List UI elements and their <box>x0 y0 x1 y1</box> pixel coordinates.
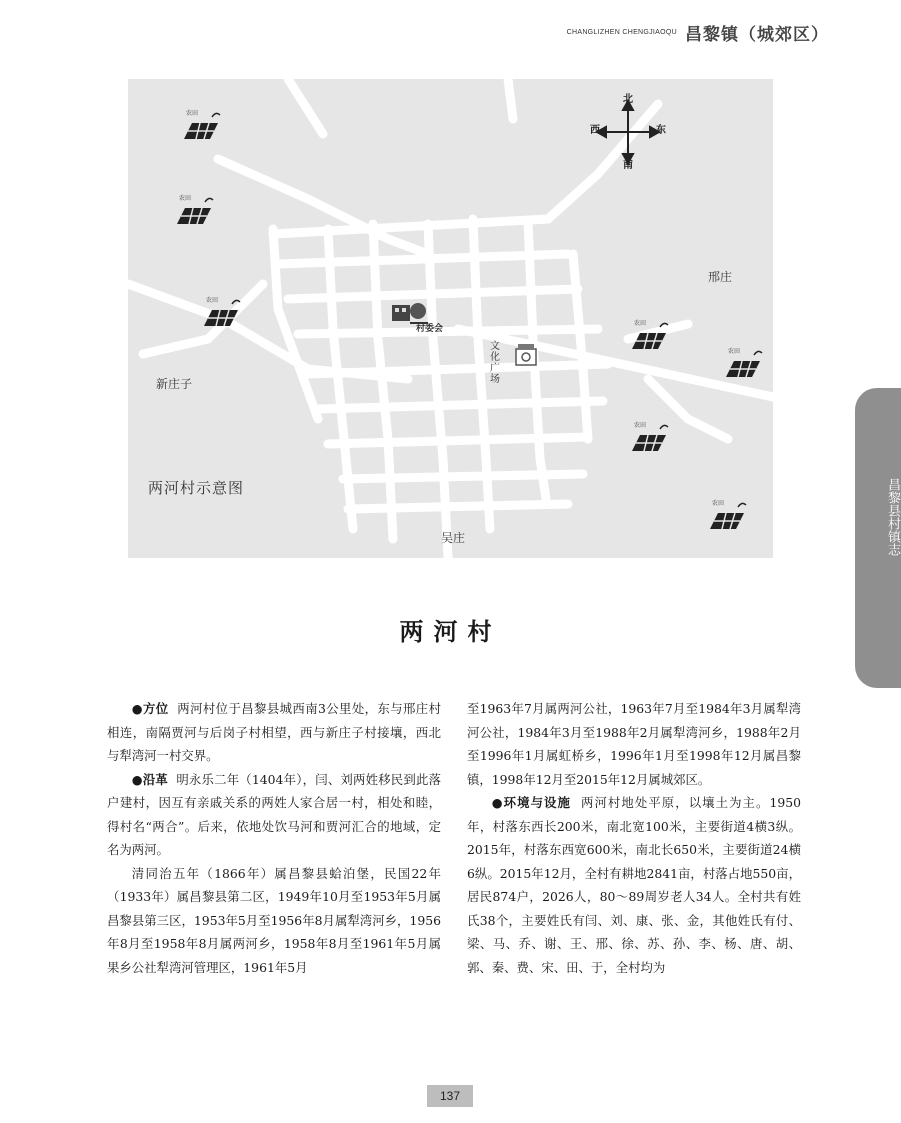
running-header <box>567 20 829 45</box>
culture-square-icon <box>514 343 538 367</box>
paragraph-text: 清同治五年（1866年）属昌黎县蛤泊堡，民国22年（1933年）属昌黎县第二区，1949年10月至1953年5月属昌黎县第三区，1953年5月至1956年8月属犁湾河乡，1956年8月至1958年8月属两河乡，1958年8月至1961年5月属果乡公社犁湾河管理区，1961年5月 <box>107 865 441 975</box>
compass-east: 东 <box>656 125 666 136</box>
keyword: ●环境与设施 <box>491 795 571 810</box>
farmland-icon <box>722 345 764 381</box>
village-map <box>128 79 773 558</box>
side-tab <box>855 388 901 688</box>
header-town: 昌黎镇（城郊区） <box>685 25 829 45</box>
farmland-icon <box>628 317 670 353</box>
paragraph-text: 两河村位于昌黎县城西南3公里处，东与邢庄村相连，南隔贾河与后岗子村相望，西与新庄子村接壤，西北与犁湾河一村交界。 <box>107 701 441 763</box>
paragraph-location <box>107 697 441 768</box>
header-latin: CHANGLIZHEN CHENGJIAOQU <box>566 29 677 36</box>
text-column-left <box>107 697 441 979</box>
svg-text:农田: 农田 <box>634 422 647 429</box>
label-village-committee: 村委会 <box>416 324 444 334</box>
paragraph-history-continued <box>107 862 441 980</box>
svg-text:农田: 农田 <box>186 110 199 117</box>
label-wuzhuang: 吴庄 <box>441 531 466 545</box>
farmland-icon <box>180 107 222 143</box>
paragraph-text: 至1963年7月属两河公社，1963年7月至1984年3月属犁湾河公社，1984年3月至1988年2月属犁湾河乡，1988年2月至1996年1月属虹桥乡，1996年1月至1998年12月属昌黎镇，1998年12月至2015年12月属城郊区。 <box>467 701 801 787</box>
label-xinzhuangzi: 新庄子 <box>156 377 193 391</box>
paragraph-history <box>107 768 441 862</box>
svg-text:农田: 农田 <box>179 195 192 202</box>
farmland-icon <box>628 419 670 455</box>
label-culture-square: 文化广场 <box>490 341 500 385</box>
paragraph-text: 两河村地处平原，以壤土为主。1950年，村落东西长200米，南北宽100米，主要街道4横3纵。2015年，村落东西宽600米，南北长650米，主要街道24横6纵。2015年12月，全村有耕地2841亩，村落占地550亩，居民874户，2026人，80～89周岁老人34人。全村共有姓氏38个，主要姓氏有闫、刘、康、张、金，其他姓氏有付、梁、马、乔、谢、王、邢、徐、苏、孙、李、杨、唐、胡、郭、秦、费、宋、田、于，全村均为 <box>467 795 801 975</box>
svg-text:农田: 农田 <box>206 297 219 304</box>
compass-west: 西 <box>590 125 600 136</box>
article-title: 两河村 <box>399 617 502 646</box>
side-tab-text: 昌黎县村镇志 <box>885 478 900 556</box>
paragraph-history-end <box>467 697 801 791</box>
map-title: 两河村示意图 <box>148 479 245 497</box>
svg-text:农田: 农田 <box>712 500 725 507</box>
compass-north: 北 <box>623 94 633 105</box>
farmland-icon <box>173 192 215 228</box>
svg-text:农田: 农田 <box>728 348 741 355</box>
paragraph-environment <box>467 791 801 979</box>
label-xingzhuang: 邢庄 <box>708 270 733 284</box>
farmland-icon <box>200 294 242 330</box>
paragraph-text: 明永乐二年（1404年），闫、刘两姓移民到此落户建村，因互有亲戚关系的两姓人家合居一村，相处和睦，得村名“两合”。后来，依地处饮马河和贾河汇合的地域，定名为两河。 <box>107 771 441 857</box>
farmland-icon <box>706 497 748 533</box>
svg-text:农田: 农田 <box>634 320 647 327</box>
page-number: 137 <box>427 1085 473 1107</box>
compass-south: 南 <box>623 160 633 171</box>
keyword: ●沿革 <box>131 771 169 787</box>
text-column-right <box>467 697 801 979</box>
keyword: ●方位 <box>131 701 169 716</box>
